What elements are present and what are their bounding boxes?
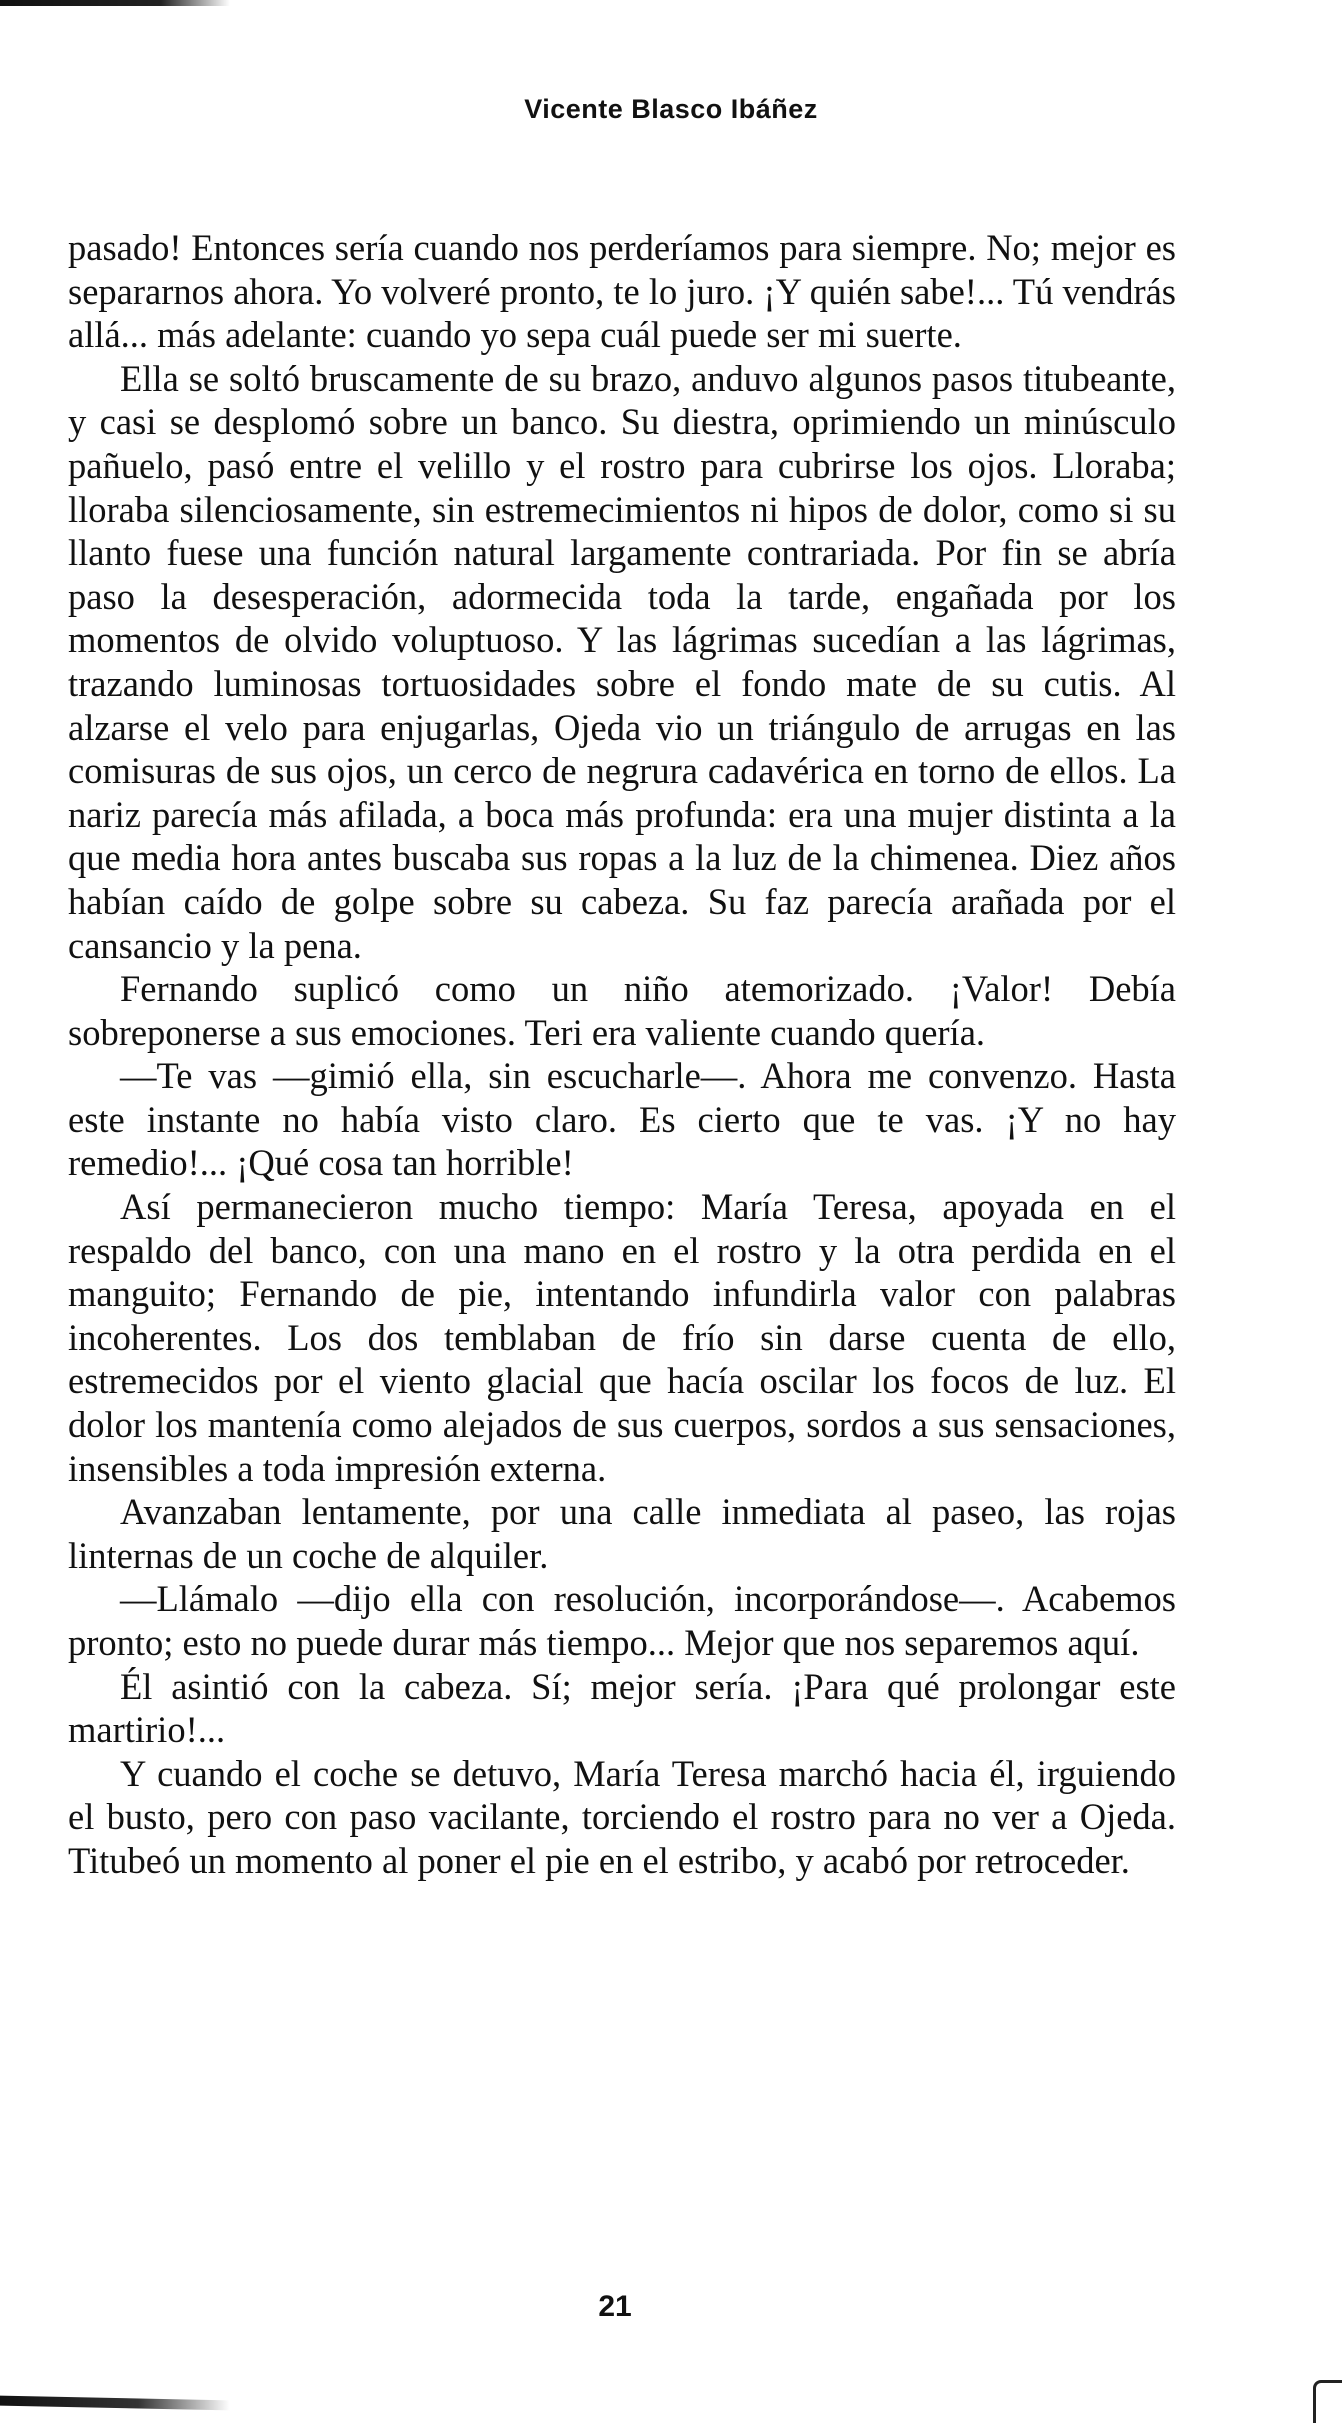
- scan-edge-top: [0, 0, 230, 6]
- paragraph-8: Él asintió con la cabeza. Sí; mejor sería. ¡Para qué prolongar este martirio!...: [68, 1665, 1176, 1751]
- paragraph-3: Fernando suplicó como un niño atemorizado. ¡Valor! Debía sobreponerse a sus emociones. Teri era valiente cuando quería.: [68, 968, 1176, 1053]
- running-head: Vicente Blasco Ibáñez: [524, 94, 818, 124]
- paragraph-2: Ella se soltó bruscamente de su brazo, anduvo algunos pasos titubeante, y casi se desplomó sobre un banco. Su diestra, oprimiendo un minúsculo pañuelo, pasó entre el velillo y el rostro para cubrirse los ojos. Lloraba; lloraba silenciosamente, sin estremecimientos ni hipos de dolor, como si su llanto fuese una función natural largamente contrariada. Por fin se abría paso la desesperación, adormecida toda la tarde, engañada por los momentos de olvido voluptuoso. Y las lágrimas sucedían a las lágrimas, trazando luminosas tortuosidades sobre el fondo mate de su cutis. Al alzarse el velo para enjugarlas, Ojeda vio un triángulo de arrugas en las comisuras de sus ojos, un cerco de negrura cadavérica en torno de ellos. La nariz parecía más afilada, a boca más profunda: era una mujer distinta a la que media hora antes buscaba sus ropas a la luz de la chimenea. Diez años habían caído de golpe sobre su cabeza. Su faz parecía arañada por el cansancio y la pena.: [68, 357, 1176, 966]
- scan-corner: [1313, 2380, 1342, 2423]
- paragraph-6: Avanzaban lentamente, por una calle inmediata al paseo, las rojas linternas de un coche de alquiler.: [68, 1491, 1176, 1576]
- scan-edge-bottom: [0, 2396, 230, 2411]
- paragraph-1: pasado! Entonces sería cuando nos perderíamos para siempre. No; mejor es separarnos ahora. Yo volveré pronto, te lo juro. ¡Y quién sabe!... Tú vendrás allá... más adelante: cuando yo sepa cuál puede ser mi suerte.: [68, 227, 1176, 356]
- paragraph-9: Y cuando el coche se detuvo, María Teresa marchó hacia él, irguiendo el busto, pero con paso vacilante, torciendo el rostro para no ver a Ojeda. Titubeó un momento al poner el pie en el estribo, y acabó por retroceder.: [68, 1752, 1176, 1881]
- paragraph-5: Así permanecieron mucho tiempo: María Teresa, apoyada en el respaldo del banco, con una mano en el rostro y la otra perdida en el manguito; Fernando de pie, intentando infundirla valor con palabras incoherentes. Los dos temblaban de frío sin darse cuenta de ello, estremecidos por el viento glacial que hacía oscilar los focos de luz. El dolor los mantenía como alejados de sus cuerpos, sordos a sus sensaciones, insensibles a toda impresión externa.: [68, 1186, 1176, 1489]
- page-number: 21: [598, 2290, 632, 2323]
- body-text: [68, 226, 1176, 1883]
- paragraph-7: —Llámalo —dijo ella con resolución, incorporándose—. Acabemos pronto; esto no puede durar más tiempo... Mejor que nos separemos aquí.: [68, 1578, 1176, 1663]
- paragraph-4: —Te vas —gimió ella, sin escucharle—. Ahora me convenzo. Hasta este instante no había visto claro. Es cierto que te vas. ¡Y no hay remedio!... ¡Qué cosa tan horrible!: [68, 1055, 1176, 1184]
